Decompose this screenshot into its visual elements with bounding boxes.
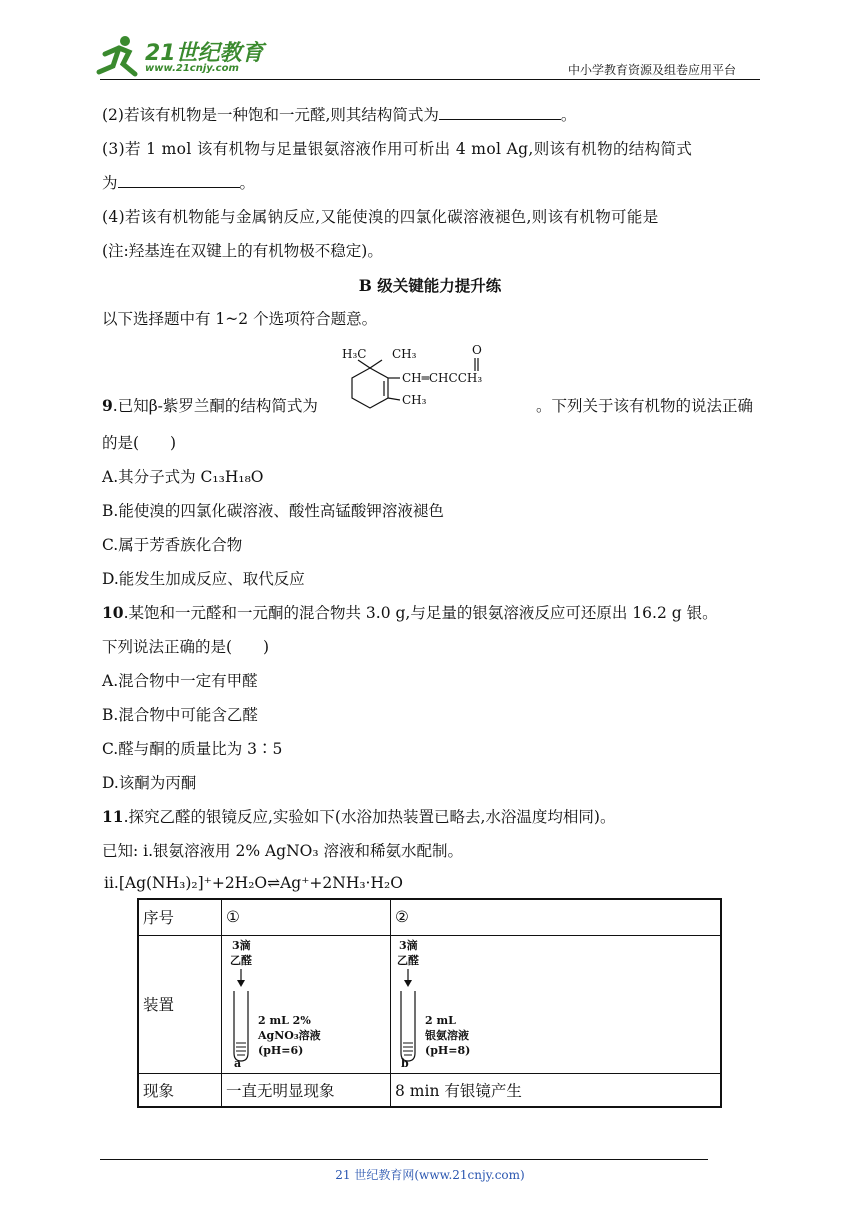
- header-right-text: 中小学教育资源及组卷应用平台: [568, 63, 737, 77]
- test-tube-icon: [230, 969, 252, 1069]
- section-title: B 级关键能力提升练: [358, 276, 502, 295]
- q11-stem-text: .探究乙醛的银镜反应,实验如下(水浴加热装置已略去,水浴温度均相同)。: [123, 808, 616, 826]
- q11-known-ii: ⅱ.[Ag(NH₃)₂]⁺+2H₂O⇌Ag⁺+2NH₃·H₂O: [104, 874, 403, 892]
- q10-stem: [102, 602, 718, 624]
- dev2-tube-label: b: [401, 1057, 409, 1070]
- q10-option-a: A.混合物中一定有甲醛: [102, 672, 258, 690]
- q9-stem-end: 的是( ): [102, 434, 177, 452]
- struct-ch3-bottom: CH₃: [402, 393, 427, 407]
- q10-number: 10: [102, 603, 124, 622]
- device-label-cell: 装置: [138, 935, 222, 1073]
- test-tube-b-diagram: [395, 937, 716, 1071]
- dev1-solution: AgNO₃溶液: [258, 1029, 321, 1042]
- q8-part4-note: (注:羟基连在双键上的有机物极不稳定)。: [102, 242, 383, 260]
- q8-part3-cont: [102, 172, 255, 194]
- q10-option-c: C.醛与酮的质量比为 3∶5: [102, 740, 283, 758]
- q8-part4: (4)若该有机物能与金属钠反应,又能使溴的四氯化碳溶液褪色,则该有机物可能是: [102, 208, 659, 226]
- q9-stem-text: .已知β-紫罗兰酮的结构简式为: [112, 397, 318, 415]
- test-tube-a-diagram: [226, 937, 386, 1071]
- q8-part3-wei: 为: [102, 174, 118, 192]
- footer-rule: [100, 1159, 708, 1160]
- footer-text: 21 世纪教育网(www.21cnjy.com): [335, 1168, 525, 1182]
- dev2-reagent: 乙醛: [397, 954, 419, 967]
- logo-url-text: www.21cnjy.com: [145, 63, 239, 74]
- experiment-table: [137, 898, 722, 1108]
- logo-main-text: 21世纪教育: [145, 41, 264, 66]
- table-device-row: [138, 935, 721, 1073]
- q9-option-b: B.能使溴的四氯化碳溶液、酸性高锰酸钾溶液褪色: [102, 502, 444, 520]
- q8-part3: (3)若 1 mol 该有机物与足量银氨溶液作用可析出 4 mol Ag,则该有机物的结构简式: [102, 140, 693, 158]
- q9-option-a: A.其分子式为 C₁₃H₁₈O: [102, 468, 264, 486]
- observation-label-cell: 现象: [138, 1073, 222, 1107]
- struct-side-chain: CH═CHCCH₃: [402, 371, 483, 385]
- struct-h3c: H₃C: [342, 347, 367, 361]
- q9-stem: [102, 395, 318, 417]
- observation2-cell: 8 min 有银镜产生: [391, 1073, 722, 1107]
- struct-ch3-top: CH₃: [392, 347, 417, 361]
- dev2-solution: 银氨溶液: [425, 1029, 469, 1042]
- answer-blank[interactable]: [118, 173, 240, 188]
- q8-part2-end: 。: [560, 106, 577, 124]
- q9-option-d: D.能发生加成反应、取代反应: [102, 570, 305, 588]
- dev1-ph: (pH=6): [258, 1044, 304, 1057]
- header-label-cell: 序号: [138, 899, 222, 935]
- q10-stem-text: .某饱和一元醛和一元酮的混合物共 3.0 g,与足量的银氨溶液反应可还原出 16.2 g 银。: [123, 604, 718, 622]
- header-rule: [100, 79, 760, 80]
- q10-stem-cont: 下列说法正确的是( ): [102, 638, 270, 656]
- dev1-drop: 3滴: [232, 939, 251, 952]
- dev1-reagent: 乙醛: [230, 954, 252, 967]
- device2-cell: [391, 935, 722, 1073]
- table-header-row: [138, 899, 721, 935]
- q11-known-i: 已知: ⅰ.银氨溶液用 2% AgNO₃ 溶液和稀氨水配制。: [102, 842, 464, 860]
- q9-stem-cont: 。下列关于该有机物的说法正确: [536, 397, 754, 415]
- struct-oxygen: O: [472, 343, 482, 357]
- q11-stem: [102, 806, 615, 828]
- q10-option-b: B.混合物中可能含乙醛: [102, 706, 258, 724]
- device1-cell: [222, 935, 391, 1073]
- q9-number: 9: [102, 396, 113, 415]
- header-exp2-cell: ②: [391, 899, 722, 935]
- dev2-volume: 2 mL: [425, 1014, 456, 1027]
- dev2-drop: 3滴: [399, 939, 418, 952]
- ionone-structure: [336, 344, 526, 414]
- dev1-tube-label: a: [234, 1057, 242, 1070]
- q8-part2: [102, 104, 576, 126]
- section-note: 以下选择题中有 1~2 个选项符合题意。: [102, 310, 378, 328]
- dev1-volume: 2 mL 2%: [258, 1014, 311, 1027]
- q8-part3-end: 。: [239, 174, 256, 192]
- q9-option-c: C.属于芳香族化合物: [102, 536, 243, 554]
- q10-option-d: D.该酮为丙酮: [102, 774, 197, 792]
- q11-number: 11: [102, 807, 124, 826]
- dev2-ph: (pH=8): [425, 1044, 471, 1057]
- header-logo: [95, 34, 265, 80]
- header-exp1-cell: ①: [222, 899, 391, 935]
- q8-part2-text: (2)若该有机物是一种饱和一元醛,则其结构简式为: [102, 106, 439, 124]
- test-tube-icon: [397, 969, 419, 1069]
- table-observation-row: [138, 1073, 721, 1107]
- observation1-cell: 一直无明显现象: [222, 1073, 391, 1107]
- answer-blank[interactable]: [439, 105, 561, 120]
